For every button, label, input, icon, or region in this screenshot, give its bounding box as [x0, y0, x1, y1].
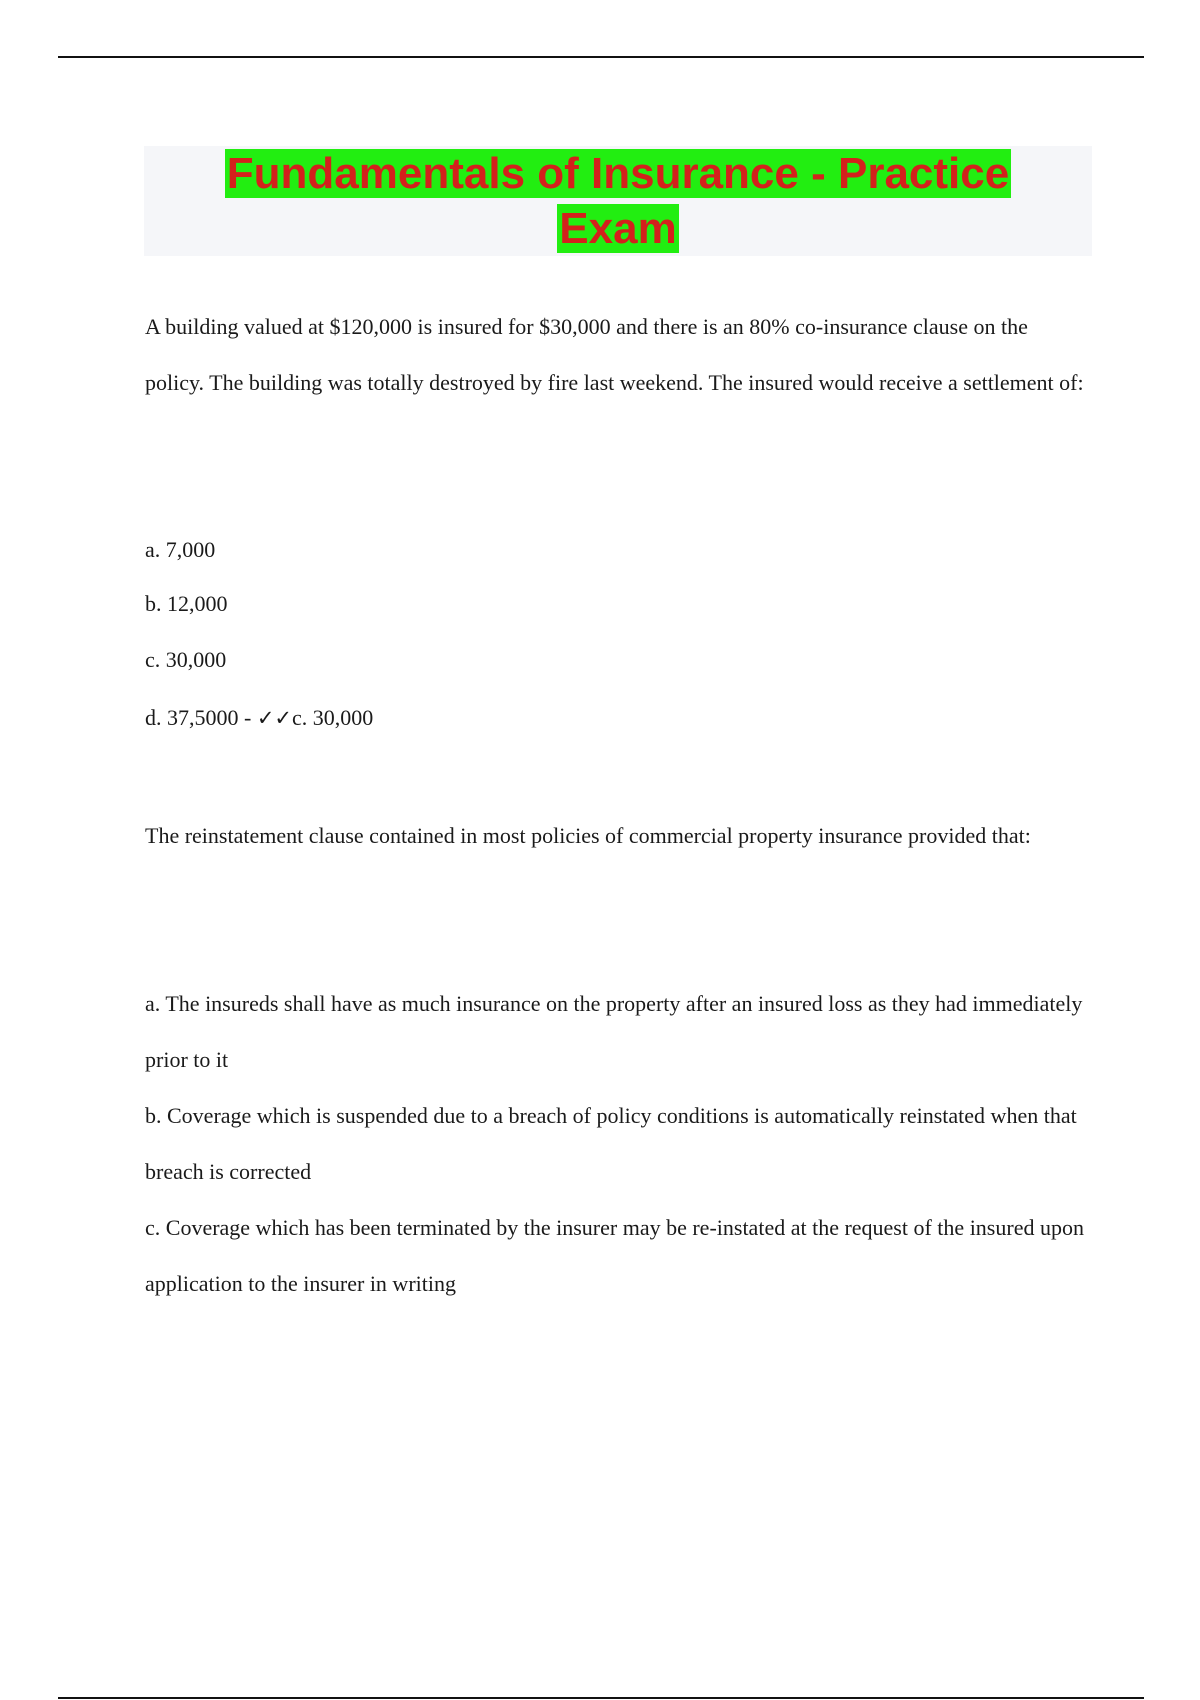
question-1-text: A building valued at $120,000 is insured for $30,000 and there is an 80% co-insurance clause on the policy. The building was totally destroyed by fire last weekend. The insured would receive a settlement of:	[145, 314, 1084, 395]
question-1-option-d	[145, 690, 1090, 746]
question-1-answer: c. 30,000	[292, 705, 374, 730]
question-2-option-b: b. Coverage which is suspended due to a breach of policy conditions is automatically reinstated when that breach is corrected	[145, 1103, 1077, 1184]
page-title-line-2: Exam	[559, 204, 677, 253]
question-1-option-c: c. 30,000	[145, 647, 227, 672]
question-2-option-c: c. Coverage which has been terminated by the insurer may be re-instated at the request of the insured upon application to the insurer in writing	[145, 1215, 1084, 1296]
page-title-line-1: Fundamentals of Insurance - Practice	[226, 149, 1010, 198]
question-1-option-d-text: d. 37,5000 -	[145, 705, 257, 730]
checkmark-icon: ✓✓	[256, 706, 293, 730]
question-2-option-a: a. The insureds shall have as much insurance on the property after an insured loss as they had immediately prior to it	[145, 991, 1083, 1072]
top-rule	[58, 56, 1144, 58]
question-2-text: The reinstatement clause contained in most policies of commercial property insurance provided that:	[145, 823, 1031, 848]
bottom-rule	[58, 1697, 1144, 1699]
page-title	[144, 146, 1092, 256]
title-banner	[144, 146, 1092, 256]
question-1-option-b: b. 12,000	[145, 591, 228, 616]
question-1-option-a: a. 7,000	[145, 537, 216, 562]
